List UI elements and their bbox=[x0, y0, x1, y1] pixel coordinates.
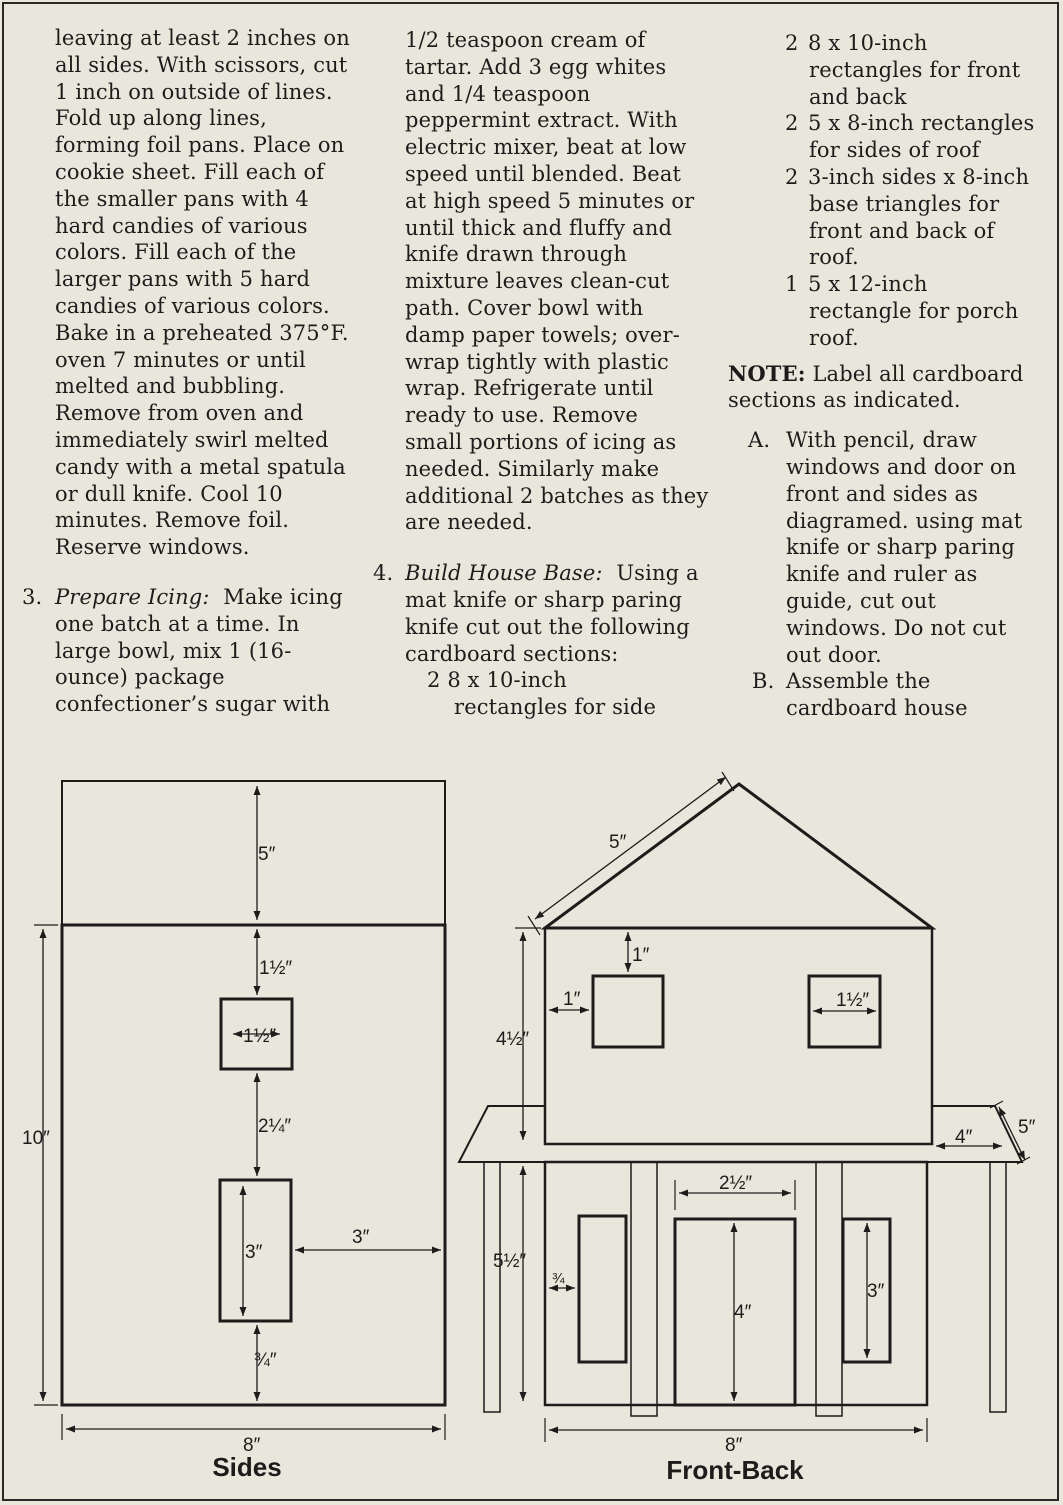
text-line: are needed. bbox=[405, 510, 533, 535]
dim-label: 3″ bbox=[245, 1242, 263, 1263]
text-line: forming foil pans. Place on bbox=[55, 133, 345, 158]
sides-diagram bbox=[34, 781, 445, 1440]
text-line: knife or sharp paring bbox=[786, 535, 1016, 560]
text-line: guide, cut out bbox=[786, 588, 937, 613]
text-line: ounce) package bbox=[55, 665, 225, 690]
dim-label: ¾″ bbox=[254, 1350, 277, 1371]
text-line: rectangle for porch bbox=[809, 298, 1019, 323]
front-back-diagram bbox=[459, 772, 1030, 1442]
text-line: the smaller pans with 4 bbox=[55, 186, 309, 211]
dim-label: 5½″ bbox=[493, 1251, 527, 1272]
dim-label: 3″ bbox=[867, 1281, 885, 1302]
text-line: for sides of roof bbox=[809, 138, 980, 163]
text-line: candy with a metal spatula bbox=[55, 454, 346, 479]
porch-post bbox=[631, 1162, 657, 1416]
dim-label: 1½″ bbox=[836, 990, 870, 1011]
dim-label: 5″ bbox=[258, 844, 276, 865]
item-text: 8 x 10-inch bbox=[447, 668, 567, 693]
text-line: until thick and fluffy and bbox=[405, 215, 673, 240]
text-line: immediately swirl melted bbox=[55, 427, 329, 452]
text-line: all sides. With scissors, cut bbox=[55, 52, 348, 77]
porch-post bbox=[816, 1162, 842, 1416]
text-line: or dull knife. Cool 10 bbox=[55, 481, 283, 506]
text-line: With pencil, draw bbox=[786, 428, 978, 453]
text-line: rectangles for front bbox=[809, 57, 1021, 82]
text-line: speed until blended. Beat bbox=[405, 161, 682, 186]
text-line: one batch at a time. In bbox=[55, 611, 300, 636]
dim-label: 4″ bbox=[955, 1127, 973, 1148]
text-line: roof. bbox=[809, 245, 859, 270]
text-line: confectioner’s sugar with bbox=[55, 692, 331, 717]
text-line: cardboard sections: bbox=[405, 641, 619, 666]
text-line: cardboard house bbox=[786, 696, 968, 721]
note-label: NOTE: bbox=[728, 360, 806, 386]
step-letter: B. bbox=[752, 669, 775, 694]
item-text: 8 x 10-inch bbox=[808, 31, 928, 55]
text-line: peppermint extract. With bbox=[405, 108, 678, 133]
dim-label: 4″ bbox=[734, 1302, 752, 1323]
text-line: oven 7 minutes or until bbox=[55, 347, 306, 372]
item-quantity: 2 bbox=[785, 164, 799, 189]
item-quantity: 2 bbox=[785, 31, 799, 55]
extension-line bbox=[722, 772, 734, 791]
text-line: knife drawn through bbox=[405, 242, 628, 267]
upper-wall bbox=[545, 928, 932, 1144]
dim-label: 10″ bbox=[22, 1128, 50, 1149]
item-quantity: 1 bbox=[785, 272, 799, 297]
item-quantity: 2 bbox=[427, 668, 441, 693]
text-line: 1 inch on outside of lines. bbox=[55, 79, 333, 104]
text-line: Make icing bbox=[223, 584, 343, 609]
text-line: large bowl, mix 1 (16- bbox=[55, 638, 292, 663]
text-line: hard candies of various bbox=[55, 213, 308, 238]
text-line: knife cut out the following bbox=[405, 614, 690, 639]
text-line: mat knife or sharp paring bbox=[405, 587, 683, 612]
text-line: rectangles for side bbox=[454, 695, 657, 720]
dim-label: 8″ bbox=[243, 1435, 261, 1456]
step-title: Build House Base: bbox=[405, 561, 603, 586]
text-line: melted and bubbling. bbox=[55, 374, 286, 399]
text-line: path. Cover bowl with bbox=[405, 295, 644, 320]
dim-label: 1½″ bbox=[243, 1026, 277, 1047]
text-line: roof. bbox=[809, 325, 859, 350]
text-line: out door. bbox=[786, 642, 882, 667]
text-line: larger pans with 5 hard bbox=[55, 267, 311, 292]
text-line: electric mixer, beat at low bbox=[405, 135, 687, 160]
text-line: tartar. Add 3 egg whites bbox=[405, 54, 667, 79]
text-line: 1/2 teaspoon cream of bbox=[405, 28, 646, 52]
text-line: wrap. Refrigerate until bbox=[405, 376, 654, 401]
text-line: sections as indicated. bbox=[728, 388, 961, 413]
dim-label: 8″ bbox=[725, 1435, 743, 1456]
porch-roof bbox=[459, 1106, 1022, 1162]
dimension-line bbox=[535, 777, 726, 919]
text-line: additional 2 batches as they bbox=[405, 483, 709, 508]
item-text: 5 x 8-inch rectangles bbox=[808, 111, 1035, 136]
dim-label: 5″ bbox=[609, 832, 627, 853]
dim-label: 1½″ bbox=[259, 958, 293, 979]
dim-label: ¾ bbox=[552, 1270, 565, 1287]
text-line: Using a bbox=[616, 561, 699, 586]
dim-label: 1″ bbox=[632, 945, 650, 966]
sides-labels bbox=[22, 844, 370, 1482]
step-letter: A. bbox=[748, 428, 771, 453]
text-line: knife and ruler as bbox=[786, 562, 978, 587]
text-line: front and back of bbox=[809, 218, 995, 243]
front-back-labels bbox=[493, 832, 1036, 1485]
text-line: base triangles for bbox=[809, 191, 1000, 216]
dim-label: 1″ bbox=[563, 989, 581, 1010]
dim-label: 2¼″ bbox=[258, 1116, 292, 1137]
text-line: at high speed 5 minutes or bbox=[405, 188, 695, 213]
text-line: needed. Similarly make bbox=[405, 456, 660, 481]
dim-label: 2½″ bbox=[719, 1173, 753, 1194]
side-wall-panel bbox=[62, 925, 445, 1405]
item-quantity: 2 bbox=[785, 111, 799, 136]
text-line: ready to use. Remove bbox=[405, 403, 638, 428]
item-text: 3-inch sides x 8-inch bbox=[808, 164, 1030, 189]
text-line: windows and door on bbox=[786, 454, 1017, 479]
text-line: small portions of icing as bbox=[405, 429, 677, 454]
text-line: front and sides as bbox=[786, 481, 979, 506]
text-line: Remove from oven and bbox=[55, 401, 304, 426]
text-line: windows. Do not cut bbox=[786, 615, 1007, 640]
text-line: colors. Fill each of the bbox=[55, 240, 297, 265]
text-line: wrap tightly with plastic bbox=[405, 349, 669, 374]
text-line: minutes. Remove foil. bbox=[55, 508, 290, 533]
text-line: damp paper towels; over- bbox=[405, 322, 680, 347]
dim-label: 4½″ bbox=[496, 1029, 530, 1050]
text-line: leaving at least 2 inches on bbox=[55, 26, 350, 50]
upper-left-window bbox=[593, 976, 663, 1047]
dim-label: 5″ bbox=[1018, 1117, 1036, 1138]
caption: Sides bbox=[212, 1452, 282, 1482]
text-line: Label all cardboard bbox=[812, 361, 1024, 386]
extension-line bbox=[528, 916, 540, 935]
lower-left-window bbox=[579, 1216, 626, 1362]
gable-roof bbox=[545, 784, 932, 928]
porch-post bbox=[990, 1162, 1006, 1412]
text-line: Bake in a preheated 375°F. bbox=[55, 320, 349, 345]
text-line: Fold up along lines, bbox=[55, 106, 267, 131]
roof-panel bbox=[62, 781, 445, 925]
item-text: 5 x 12-inch bbox=[808, 272, 928, 297]
step-number: 4. bbox=[373, 561, 394, 586]
text-line: Assemble the bbox=[786, 669, 931, 694]
caption: Front-Back bbox=[666, 1455, 804, 1485]
text-line: and back bbox=[809, 84, 907, 109]
text-line: and 1/4 teaspoon bbox=[405, 81, 591, 106]
text-line: cookie sheet. Fill each of bbox=[55, 159, 325, 184]
dim-label: 3″ bbox=[352, 1227, 370, 1248]
text-line: candies of various colors. bbox=[55, 293, 330, 318]
text-line: diagramed. using mat bbox=[786, 508, 1023, 533]
text-line: mixture leaves clean-cut bbox=[405, 269, 670, 294]
step-number: 3. bbox=[22, 584, 43, 609]
porch-post bbox=[484, 1162, 500, 1412]
text-line: Reserve windows. bbox=[55, 535, 250, 560]
step-title: Prepare Icing: bbox=[55, 584, 210, 609]
